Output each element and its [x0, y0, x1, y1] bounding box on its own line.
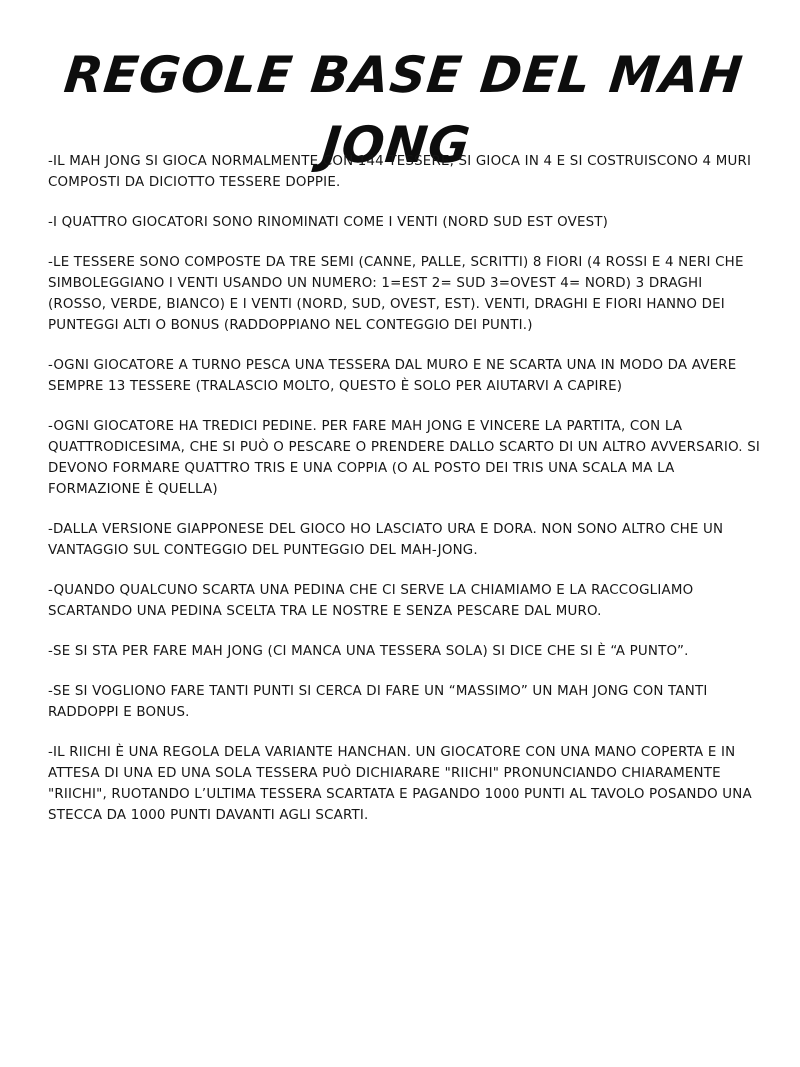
rule-paragraph-7: -QUANDO QUALCUNO SCARTA UNA PEDINA CHE CI SERVE LA CHIAMIAMO E LA RACCOGLIAMO SCARTANDO UNA PEDINA SCELTA TRA LE NOSTRE E SENZA PESCARE DAL MURO.: [48, 583, 694, 619]
rule-paragraph-5: -OGNI GIOCATORE HA TREDICI PEDINE. PER FARE MAH JONG E VINCERE LA PARTITA, CON LA QUATTRODICESIMA, CHE SI PUÒ O PESCARE O PRENDERE DALLO SCARTO DI UN ALTRO AVVERSARIO. SI DEVONO FORMARE QUATTRO TRIS E UNA COPPIA (O AL POSTO DEI TRIS UNA SCALA MA LA FORMAZIONE È QUELLA): [48, 419, 761, 497]
rule-paragraph-2: -I QUATTRO GIOCATORI SONO RINOMINATI COME I VENTI (NORD SUD EST OVEST): [48, 215, 609, 230]
rule-paragraph-6: -DALLA VERSIONE GIAPPONESE DEL GIOCO HO LASCIATO URA E DORA. NON SONO ALTRO CHE UN VANTAGGIO SUL CONTEGGIO DEL PUNTEGGIO DEL MAH-JONG.: [48, 522, 724, 558]
rule-paragraph-1: -IL MAH JONG SI GIOCA NORMALMENTE CON 144 TESSERE, SI GIOCA IN 4 E SI COSTRUISCONO 4 MURI COMPOSTI DA DICIOTTO TESSERE DOPPIE.: [48, 154, 752, 190]
rule-paragraph-10: -IL RIICHI È UNA REGOLA DELA VARIANTE HANCHAN. UN GIOCATORE CON UNA MANO COPERTA E IN ATTESA DI UNA ED UNA SOLA TESSERA PUÒ DICHIARARE "RIICHI" PRONUNCIANDO CHIARAMENTE "RIICHI", RUOTANDO L’ULTIMA TESSERA SCARTATA E PAGANDO 1000 PUNTI AL TAVOLO POSANDO UNA STECCA DA 1000 PUNTI DAVANTI AGLI SCARTI.: [48, 745, 752, 823]
rule-paragraph-4: -OGNI GIOCATORE A TURNO PESCA UNA TESSERA DAL MURO E NE SCARTA UNA IN MODO DA AVERE SEMPRE 13 TESSERE (TRALASCIO MOLTO, QUESTO È SOLO PER AIUTARVI A CAPIRE): [48, 358, 737, 394]
rule-paragraph-3: -LE TESSERE SONO COMPOSTE DA TRE SEMI (CANNE, PALLE, SCRITTI) 8 FIORI (4 ROSSI E 4 NERI CHE SIMBOLEGGIANO I VENTI USANDO UN NUMERO: 1=EST 2= SUD 3=OVEST 4= NORD) 3 DRAGHI (ROSSO, VERDE, BIANCO) E I VENTI (NORD, SUD, OVEST, EST). VENTI, DRAGHI E FIORI HANNO DEI PUNTEGGI ALTI O BONUS (RADDOPPIANO NEL CONTEGGIO DEI PUNTI.): [48, 255, 744, 333]
rules-list: [48, 151, 764, 845]
rule-paragraph-9: -SE SI VOGLIONO FARE TANTI PUNTI SI CERCA DI FARE UN “MASSIMO” UN MAH JONG CON TANTI RADDOPPI E BONUS.: [48, 684, 708, 720]
rule-paragraph-8: -SE SI STA PER FARE MAH JONG (CI MANCA UNA TESSERA SOLA) SI DICE CHE SI È “A PUNTO”.: [48, 644, 689, 659]
page-title: REGOLE BASE DEL MAH JONG: [61, 46, 746, 174]
